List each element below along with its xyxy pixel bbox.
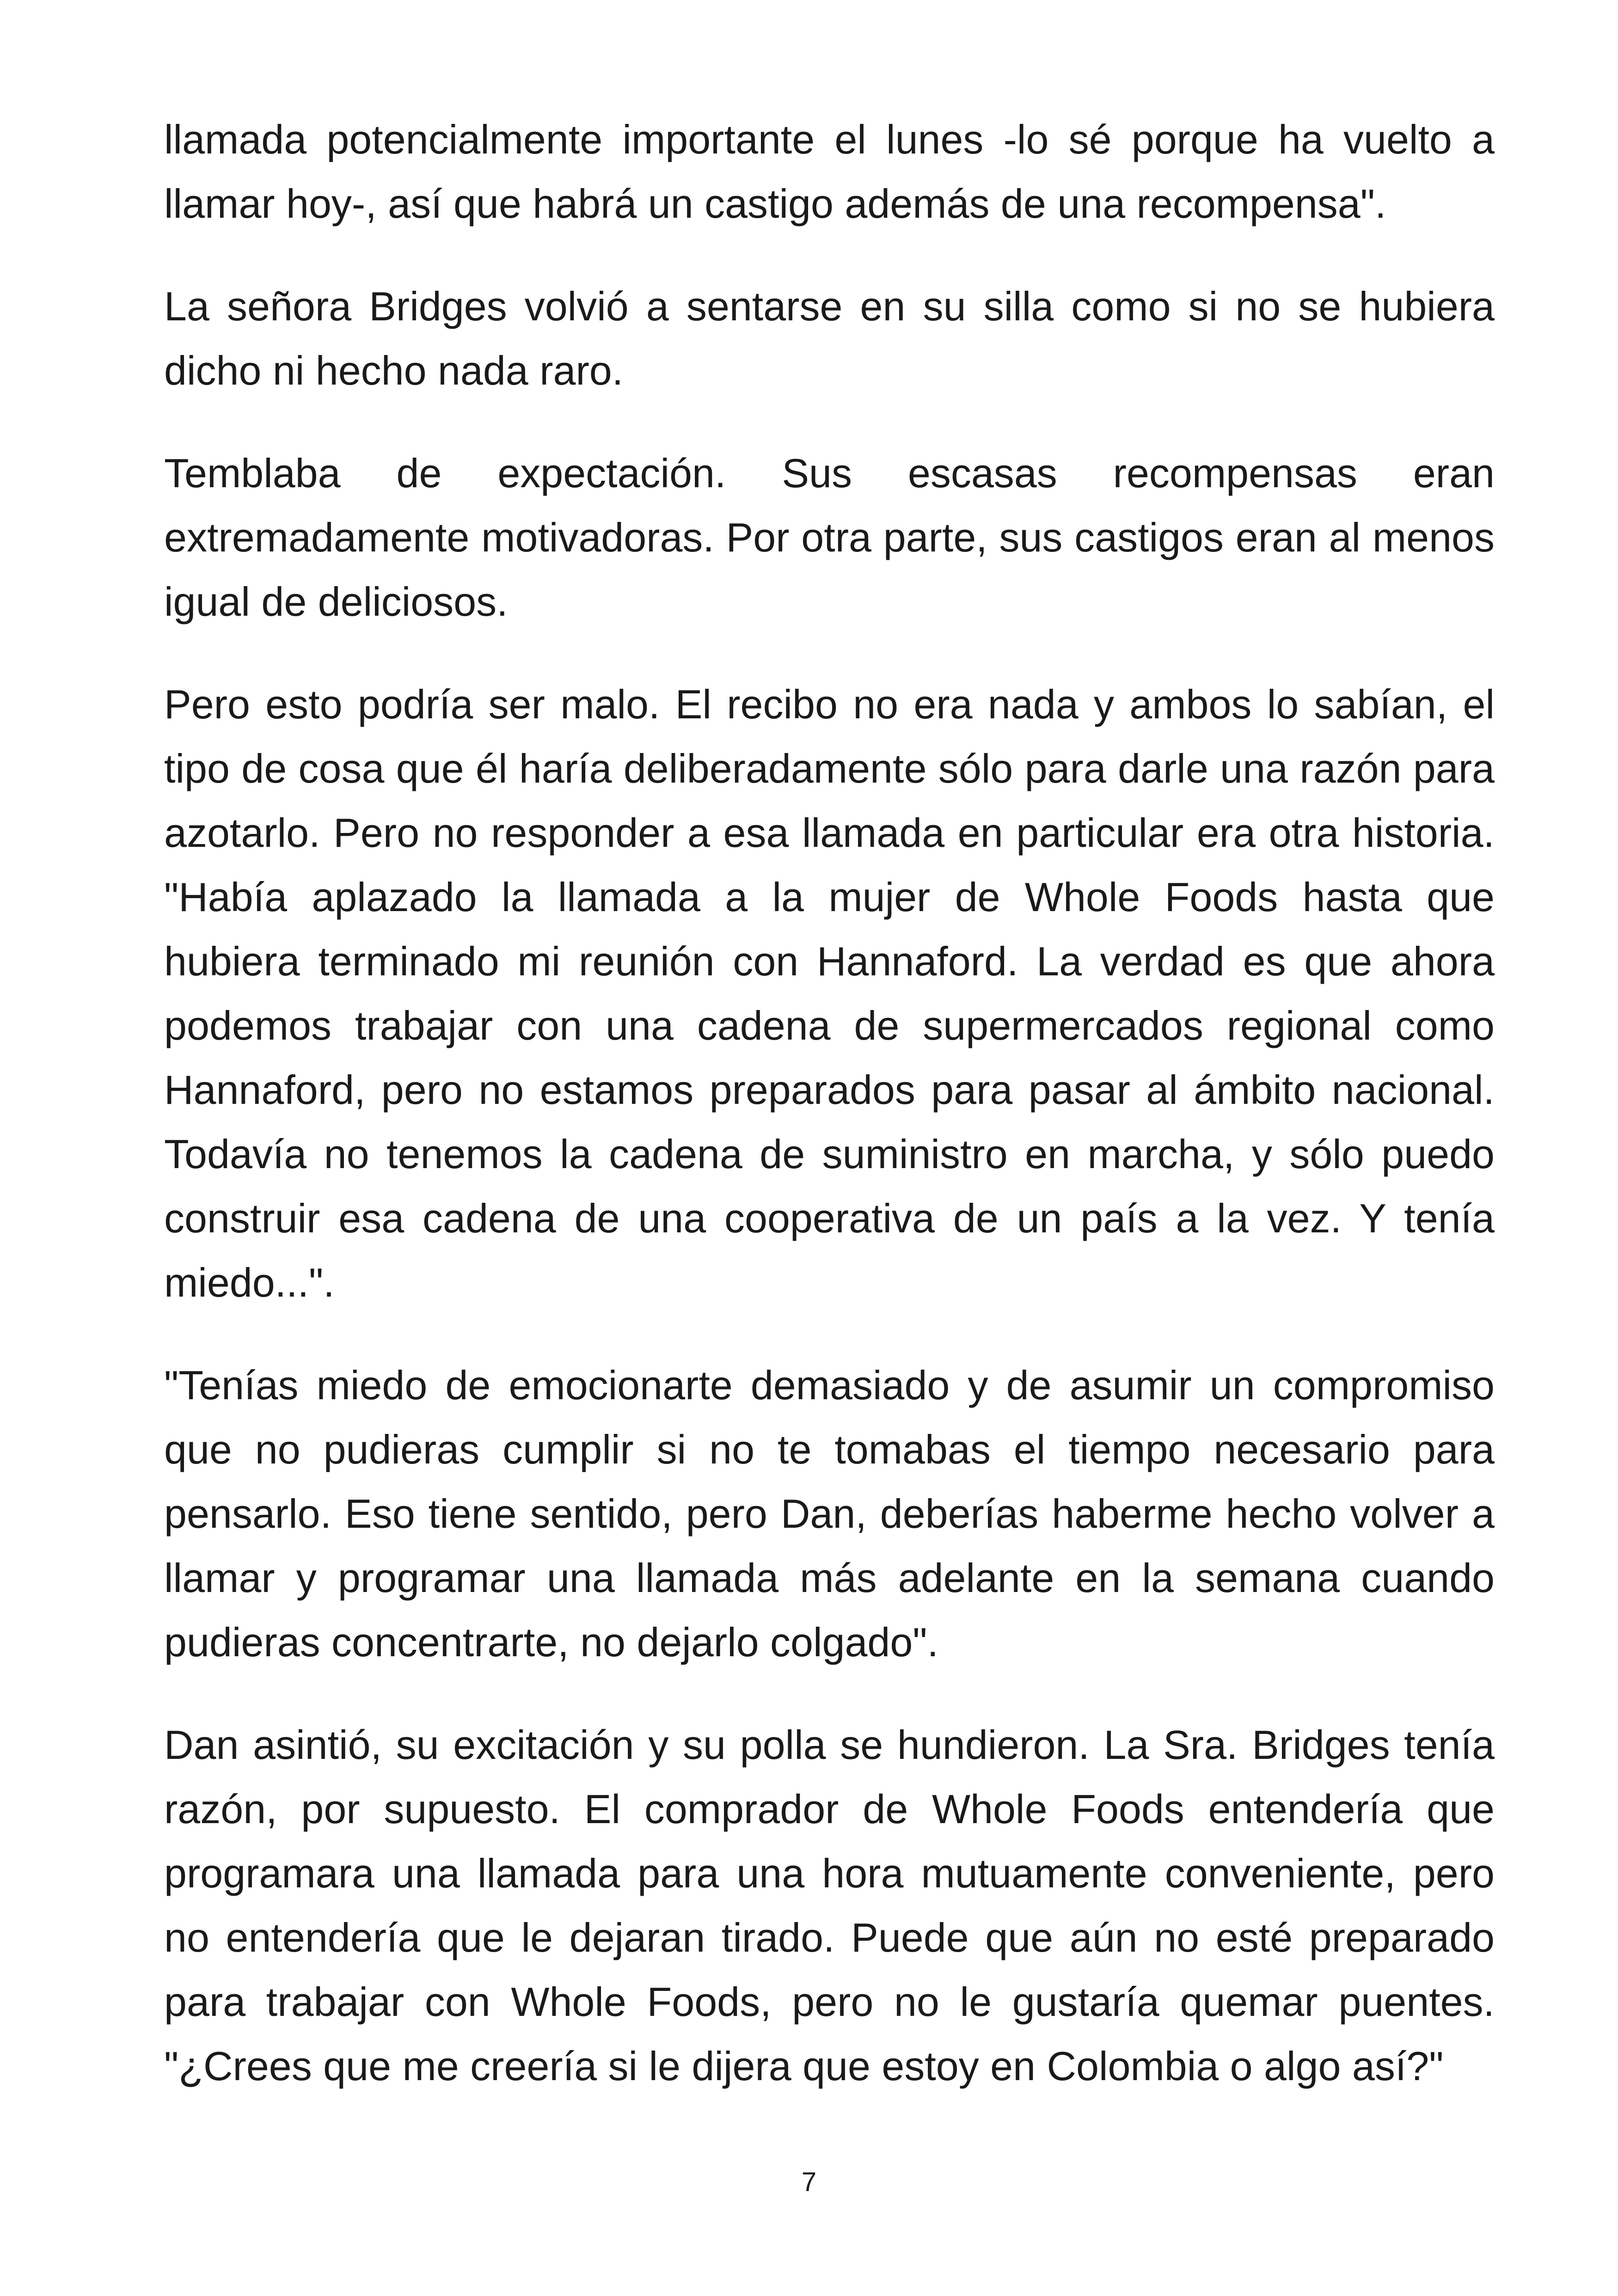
paragraph: llamada potencialmente importante el lunes -lo sé porque ha vuelto a llamar hoy-, así que habrá un castigo además de una recompensa". <box>164 116 1495 227</box>
paragraph: La señora Bridges volvió a sentarse en su silla como si no se hubiera dicho ni hecho nada raro. <box>164 283 1495 393</box>
paragraph: Temblaba de expectación. Sus escasas recompensas eran extremadamente motivadoras. Por otra parte, sus castigos eran al menos igual de deliciosos. <box>164 450 1495 625</box>
paragraph: Pero esto podría ser malo. El recibo no era nada y ambos lo sabían, el tipo de cosa que él haría deliberadamente sólo para darle una razón para azotarlo. Pero no responder a esa llamada en particular era otra historia. "Había aplazado la llamada a la mujer de Whole Foods hasta que hubiera terminado mi reunión con Hannaford. La verdad es que ahora podemos trabajar con una cadena de supermercados regional como Hannaford, pero no estamos preparados para pasar al ámbito nacional. Todavía no tenemos la cadena de suministro en marcha, y sólo puedo construir esa cadena de una cooperativa de un país a la vez. Y tenía miedo...". <box>164 681 1495 1305</box>
body-text <box>164 107 1495 2137</box>
paragraph: Dan asintió, su excitación y su polla se hundieron. La Sra. Bridges tenía razón, por supuesto. El comprador de Whole Foods entendería que programara una llamada para una hora mutuamente conveniente, pero no entendería que le dejaran tirado. Puede que aún no esté preparado para trabajar con Whole Foods, pero no le gustaría quemar puentes. "¿Crees que me creería si le dijera que estoy en Colombia o algo así?" <box>164 1722 1495 2089</box>
paragraph: "Tenías miedo de emocionarte demasiado y de asumir un compromiso que no pudieras cumplir si no te tomabas el tiempo necesario para pensarlo. Eso tiene sentido, pero Dan, deberías haberme hecho volver a llamar y programar una llamada más adelante en la semana cuando pudieras concentrarte, no dejarlo colgado". <box>164 1362 1495 1665</box>
page-number: 7 <box>801 2167 817 2197</box>
